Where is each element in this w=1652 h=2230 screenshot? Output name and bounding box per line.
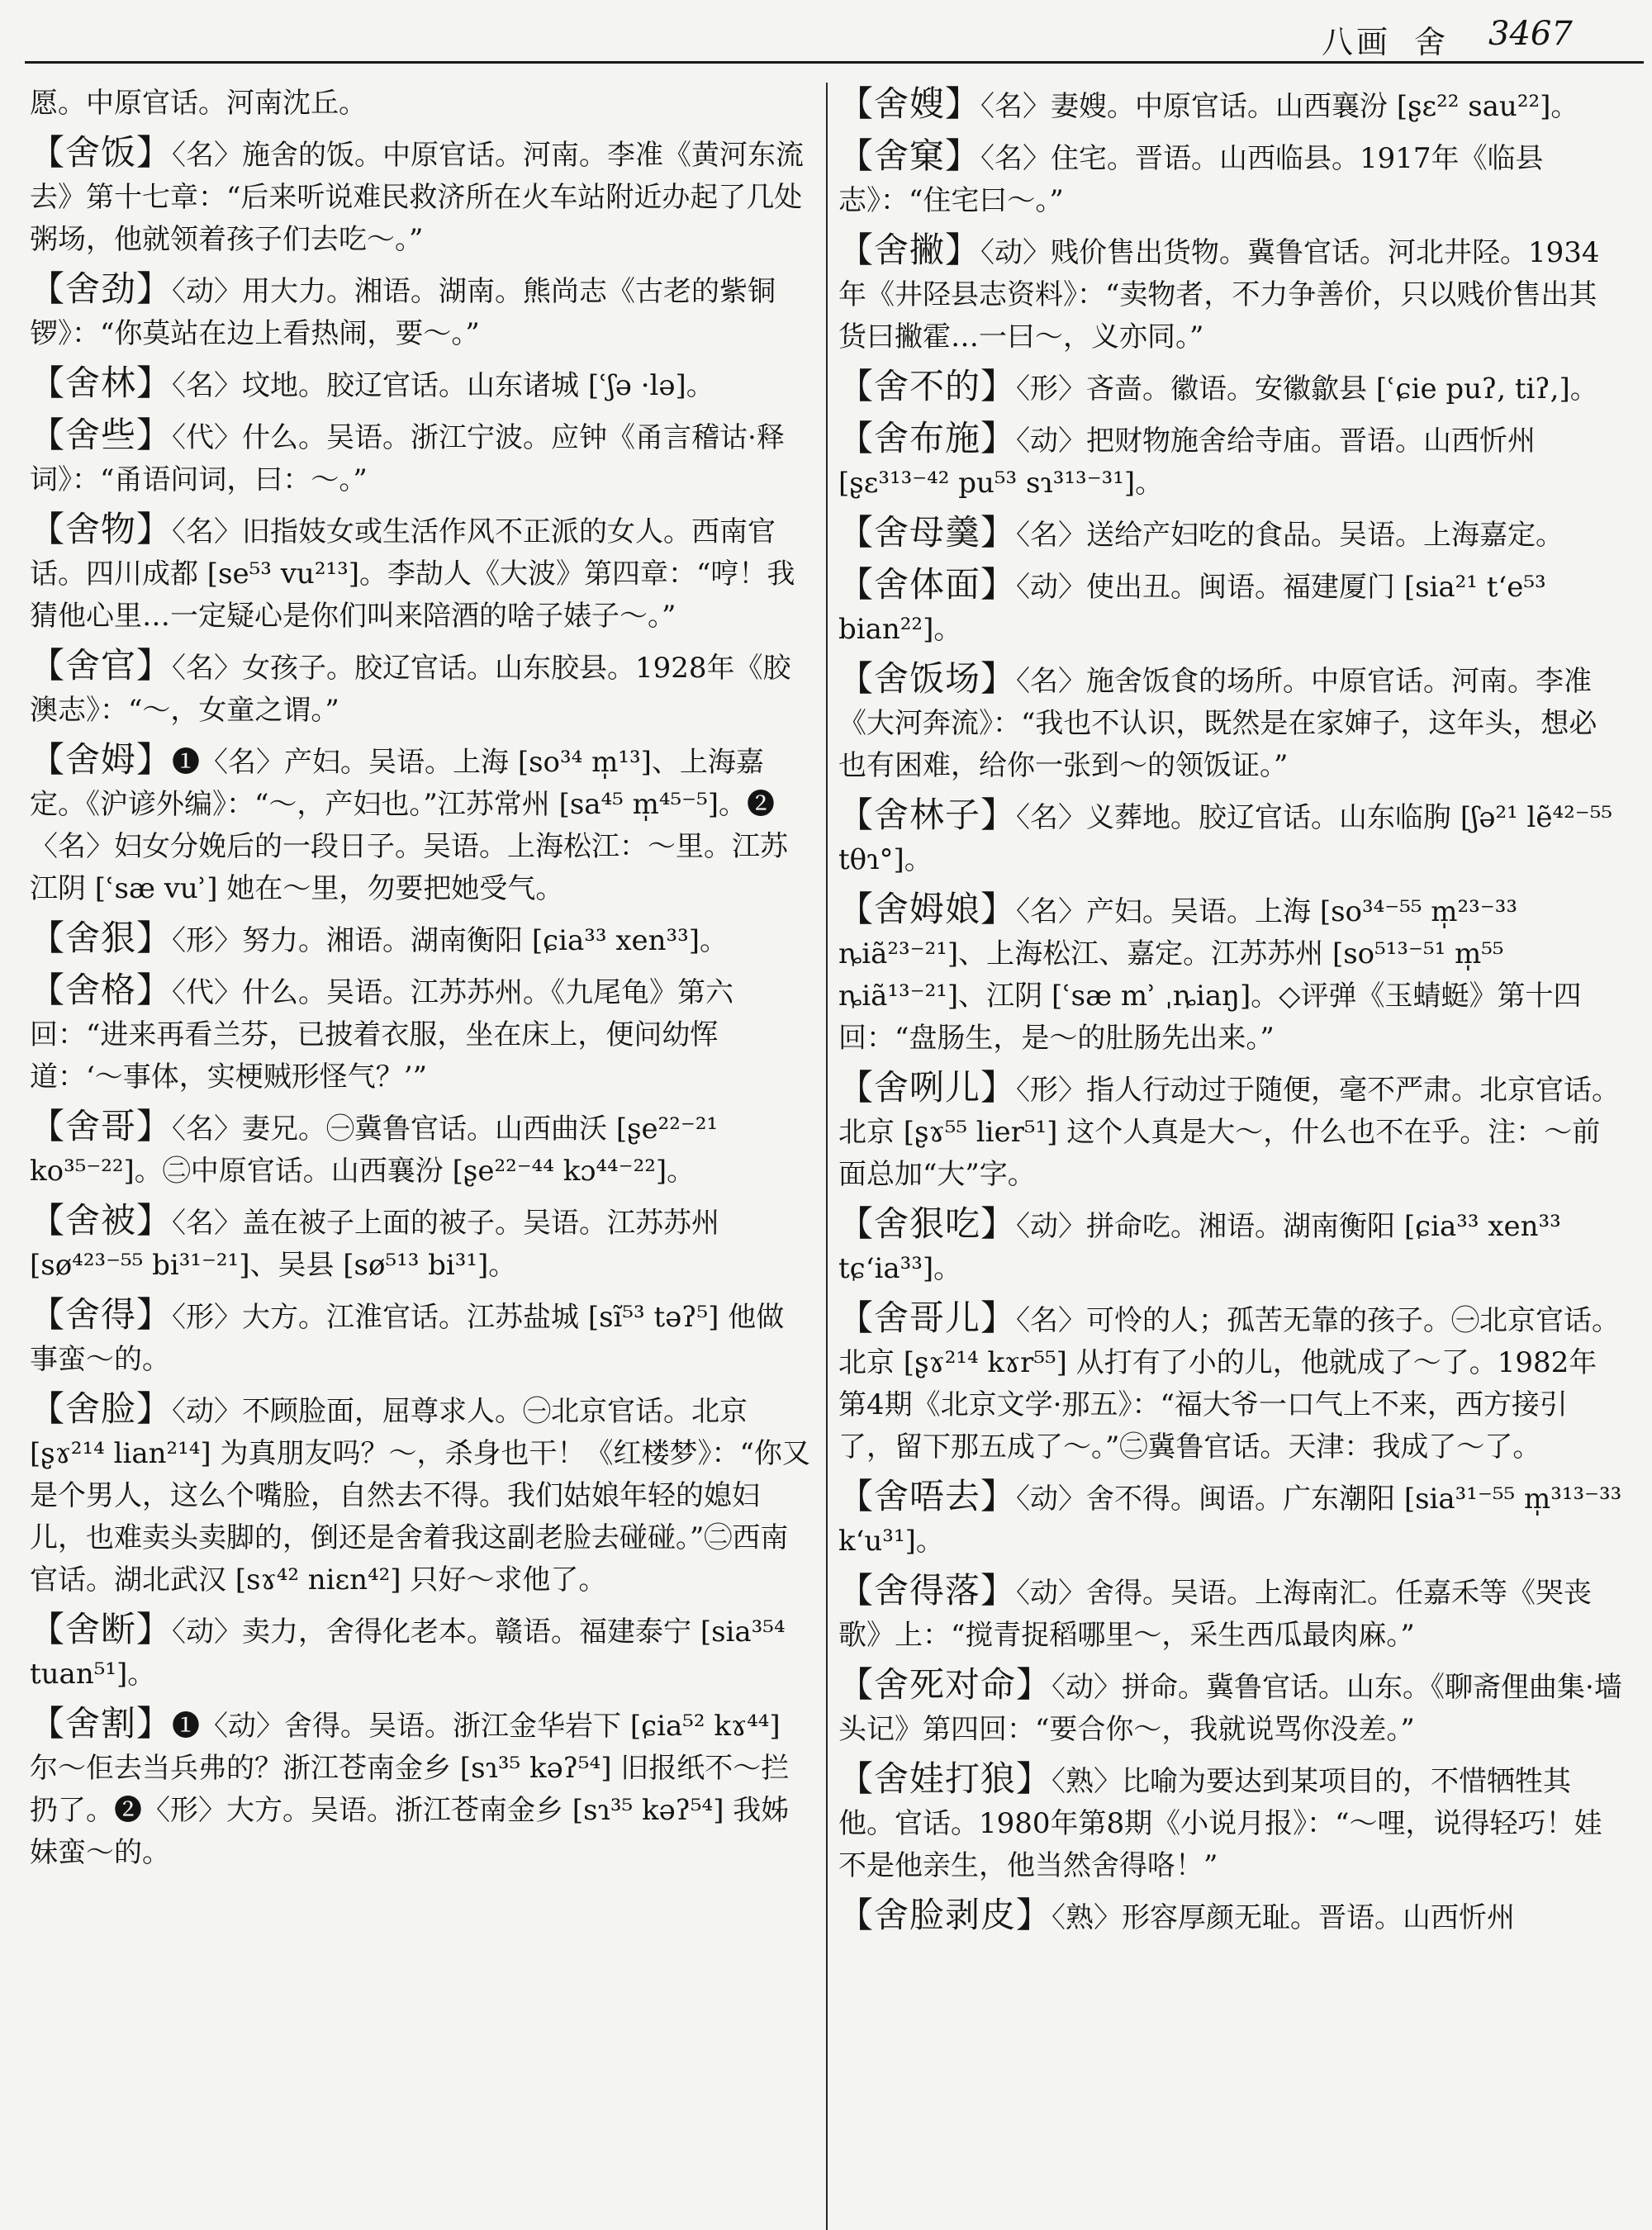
- dictionary-entry: [30, 414, 810, 501]
- definition: 〈名〉可怜的人；孤苦无靠的孩子。㊀北京官话。北京 [ʂɤ²¹⁴ kɤr⁵⁵] 从打有了小的儿，他就成了～了。1982年第4期《北京文学·那五》：“福大爷一口气上不来，西方接引了，留下那五成了～。”㊁冀鲁官话。天津：我成了～了。: [838, 1304, 1621, 1464]
- headword: 【舍得落】: [838, 1570, 1017, 1611]
- definition: 〈动〉拼命吃。湘语。湖南衡阳 [ɕia³³ xen³³ tɕʻia³³]。: [838, 1210, 1561, 1285]
- headword: 【舍格】: [30, 970, 173, 1010]
- headword: 【舍嫂】: [838, 83, 981, 124]
- dictionary-entry: [838, 1894, 1623, 1939]
- left-entry-list: [30, 131, 810, 1874]
- dictionary-entry: [838, 1297, 1623, 1468]
- dictionary-entry: [838, 1569, 1623, 1657]
- dictionary-entry: [838, 563, 1623, 651]
- dictionary-entry: [838, 135, 1623, 222]
- headword: 【舍割】: [30, 1703, 173, 1744]
- headword: 【舍饭场】: [838, 658, 1017, 699]
- headword: 【舍布施】: [838, 418, 1017, 458]
- headword: 【舍官】: [30, 645, 173, 686]
- definition: 〈动〉舍得。吴语。上海南汇。任嘉禾等《哭丧歌》上：“搅青捉稻哪里～，采生西瓜最肉麻。”: [838, 1577, 1593, 1652]
- dictionary-entry: [838, 1663, 1623, 1751]
- dictionary-entry: [838, 229, 1623, 358]
- headword: 【舍物】: [30, 509, 173, 549]
- headword: 【舍哥】: [30, 1106, 173, 1146]
- headword: 【舍哥儿】: [838, 1298, 1017, 1338]
- dictionary-entry: [30, 1388, 810, 1601]
- definition: 〈名〉坟地。胶辽官话。山东诸城 [ʿʃə ·lə]。: [172, 369, 714, 402]
- continuation-text: 愿。中原官话。河南沈丘。: [30, 87, 367, 120]
- definition: ❶〈动〉舍得。吴语。浙江金华岩下 [ɕia⁵² kɤ⁴⁴] 尔～佢去当兵弗的？浙江苍南金乡 [sɿ³⁵ kəʔ⁵⁴] 旧报纸不～拦扔了。❷〈形〉大方。吴语。浙江苍南金乡 [sɿ³⁵ kəʔ⁵⁴] 我姊妹蛮～的。: [30, 1710, 790, 1869]
- page-header: [0, 0, 1652, 71]
- headword: 【舍脸剥皮】: [838, 1895, 1052, 1935]
- left-column: [30, 83, 810, 1881]
- headword: 【舍得】: [30, 1294, 173, 1335]
- headword: 【舍劲】: [30, 268, 173, 309]
- definition: 〈名〉产妇。吴语。上海 [so³⁴⁻⁵⁵ m̩²³⁻³³ ȵiã²³⁻²¹]、上海松江、嘉定。江苏苏州 [so⁵¹³⁻⁵¹ m̩⁵⁵ ȵiã¹³⁻²¹]、江阴 [ʿsæ mʾ ˌȵiaŋ]。◇评弹《玉蜻蜓》第十四回：“盘肠生，是～的肚肠先出来。”: [838, 895, 1582, 1055]
- headword: 【舍娃打狼】: [838, 1758, 1052, 1799]
- definition: 〈动〉舍不得。闽语。广东潮阳 [sia³¹⁻⁵⁵ m̩³¹³⁻³³ kʻu³¹]。: [838, 1483, 1622, 1558]
- headword: 【舍狠】: [30, 918, 173, 958]
- dictionary-entry: [838, 365, 1623, 410]
- headword: 【舍狠吃】: [838, 1203, 1017, 1244]
- headword: 【舍姆】: [30, 739, 173, 780]
- dictionary-entry: [838, 511, 1623, 557]
- definition: 〈动〉卖力，舍得化老本。赣语。福建泰宁 [sia³⁵⁴ tuan⁵¹]。: [30, 1616, 786, 1691]
- headword: 【舍唔去】: [838, 1476, 1017, 1516]
- dictionary-entry: [838, 1758, 1623, 1887]
- definition: 〈动〉不顾脸面，屈尊求人。㊀北京官话。北京 [ʂɤ²¹⁴ lian²¹⁴] 为真朋友吗？～，杀身也干！《红楼梦》：“你又是个男人，这么个嘴脸，自然去不得。我们姑娘年轻的媳妇儿，也难卖头卖脚的，倒还是舍着我这副老脸去碰碰。”㊁西南官话。湖北武汉 [sɤ⁴² niɛn⁴²] 只好～求他了。: [30, 1395, 810, 1597]
- definition: 〈名〉妻嫂。中原官话。山西襄汾 [ʂɛ²² sau²²]。: [980, 90, 1579, 123]
- definition: 〈动〉拼命。冀鲁官话。山东。《聊斋俚曲集·墙头记》第四回：“要合你～，我就说骂你没差。”: [838, 1671, 1622, 1746]
- dictionary-entry: [30, 131, 810, 261]
- definition: 〈名〉妻兄。㊀冀鲁官话。山西曲沃 [ʂe²²⁻²¹ ko³⁵⁻²²]。㊁中原官话。山西襄汾 [ʂe²²⁻⁴⁴ kɔ⁴⁴⁻²²]。: [30, 1113, 719, 1188]
- dictionary-entry: [30, 738, 810, 910]
- dictionary-entry: [838, 1475, 1623, 1563]
- headword: 【舍撇】: [838, 230, 981, 270]
- definition: ❶〈名〉产妇。吴语。上海 [so³⁴ m̩¹³]、上海嘉定。《沪谚外编》：“～，产妇也。”江苏常州 [sa⁴⁵ m̩⁴⁵⁻⁵]。❷〈名〉妇女分娩后的一段日子。吴语。上海松江：～里。江苏江阴 [ʿsæ vuʾ] 她在～里，勿要把她受气。: [30, 746, 788, 905]
- section-character: 舍: [1414, 24, 1446, 60]
- definition: 〈名〉女孩子。胶辽官话。山东胶县。1928年《胶澳志》：“～，女童之谓。”: [30, 652, 791, 727]
- headword: 【舍死对命】: [838, 1664, 1052, 1705]
- definition: 〈动〉用大力。湘语。湖南。熊尚志《古老的紫铜锣》：“你莫站在边上看热闹，要～。”: [30, 275, 776, 350]
- dictionary-entry: [30, 268, 810, 355]
- definition: 〈动〉使出丑。闽语。福建厦门 [sia²¹ tʻe⁵³ bian²²]。: [838, 571, 1546, 646]
- dictionary-entry: [30, 1293, 810, 1381]
- dictionary-entry: [30, 1702, 810, 1874]
- definition: 〈名〉送给产妇吃的食品。吴语。上海嘉定。: [1016, 519, 1564, 552]
- definition: 〈名〉施舍饭食的场所。中原官话。河南。李准《大河奔流》：“我也不认识，既然是在家婶子，这年头，想必也有困难，给你一张到～的领饭证。”: [838, 665, 1597, 782]
- headword: 【舍被】: [30, 1200, 173, 1241]
- page-number: 3467: [1488, 15, 1573, 53]
- dictionary-entry: [30, 1199, 810, 1287]
- dictionary-entry: [30, 1105, 810, 1193]
- definition: 〈名〉施舍的饭。中原官话。河南。李准《黄河东流去》第十七章：“后来听说难民救济所在火车站附近办起了几处粥场，他就领着孩子们去吃～。”: [30, 139, 805, 256]
- dictionary-entry: [838, 1203, 1623, 1290]
- header-rule: [25, 61, 1644, 64]
- right-column: [838, 83, 1623, 1946]
- dictionary-entry: [838, 794, 1623, 881]
- definition: 〈名〉义葬地。胶辽官话。山东临朐 [ʃə²¹ lẽ⁴²⁻⁵⁵ tθɿ°]。: [838, 801, 1612, 876]
- dictionary-entry: [30, 362, 810, 407]
- column-divider: [826, 83, 828, 2230]
- definition: 〈熟〉比喻为要达到某项目的，不惜牺牲其他。官话。1980年第8期《小说月报》：“～哩，说得轻巧！娃不是他亲生，他当然舍得咯！”: [838, 1765, 1602, 1882]
- definition: 〈代〉什么。吴语。浙江宁波。应钟《甬言稽诂·释词》：“甬语问词，曰：～。”: [30, 421, 785, 496]
- definition: 〈动〉把财物施舍给寺庙。晋语。山西忻州 [ʂɛ³¹³⁻⁴² pu⁵³ sɿ³¹³⁻³¹]。: [838, 425, 1536, 500]
- definition: 〈形〉吝啬。徽语。安徽歙县 [ʿɕie puʔ, tiʔ,]。: [1016, 372, 1598, 406]
- dictionary-entry: [838, 417, 1623, 505]
- definition: 〈名〉盖在被子上面的被子。吴语。江苏苏州 [sø⁴²³⁻⁵⁵ bi³¹⁻²¹]、吴县 [sø⁵¹³ bi³¹]。: [30, 1207, 720, 1282]
- headword: 【舍脸】: [30, 1388, 173, 1429]
- section-label: 八画: [1322, 24, 1392, 60]
- definition: 〈名〉旧指妓女或生活作风不正派的女人。西南官话。四川成都 [se⁵³ vu²¹³]。李劼人《大波》第四章：“哼！我猜他心里…一定疑心是你们叫来陪酒的啥子婊子～。”: [30, 515, 795, 633]
- dictionary-entry: [838, 83, 1623, 128]
- right-entry-list: [838, 83, 1623, 1939]
- definition: 〈形〉指人行动过于随便，毫不严肃。北京官话。北京 [ʂɤ⁵⁵ lier⁵¹] 这个人真是大～，什么也不在乎。注：～前面总加“大”字。: [838, 1074, 1621, 1191]
- dictionary-entry: [838, 1066, 1623, 1196]
- headword: 【舍体面】: [838, 564, 1017, 605]
- dictionary-entry: [30, 508, 810, 638]
- definition: 〈代〉什么。吴语。江苏苏州。《九尾龟》第六回：“进来再看兰芬，已披着衣服，坐在床上，便问幼恽道：‘～事体，实梗贼形怪气？’”: [30, 976, 734, 1094]
- dictionary-entry: [838, 888, 1623, 1060]
- definition: 〈动〉贱价售出货物。冀鲁官话。河北井陉。1934年《井陉县志资料》：“卖物者，不力争善价，只以贱价售出其货曰撇霍…一曰～，义亦同。”: [838, 236, 1600, 353]
- headword: 【舍母羹】: [838, 512, 1017, 553]
- definition: 〈形〉大方。江淮官话。江苏盐城 [sĩ⁵³ təʔ⁵] 他做事蛮～的。: [30, 1301, 785, 1376]
- headword: 【舍窠】: [838, 135, 981, 176]
- headword: 【舍些】: [30, 415, 173, 455]
- dictionary-entry: [30, 917, 810, 962]
- headword: 【舍林子】: [838, 795, 1017, 835]
- headword: 【舍姆娘】: [838, 889, 1017, 929]
- headword: 【舍饭】: [30, 132, 173, 173]
- dictionary-entry: [838, 657, 1623, 787]
- headword: 【舍断】: [30, 1609, 173, 1649]
- headword: 【舍林】: [30, 363, 173, 403]
- definition: 〈形〉努力。湘语。湖南衡阳 [ɕia³³ xen³³]。: [172, 924, 729, 957]
- definition: 〈名〉住宅。晋语。山西临县。1917年《临县志》：“住宅曰～。”: [838, 142, 1544, 217]
- headword: 【舍不的】: [838, 366, 1017, 406]
- definition: 〈熟〉形容厚颜无耻。晋语。山西忻州: [1051, 1901, 1516, 1934]
- dictionary-entry: [30, 644, 810, 732]
- dictionary-entry: [30, 969, 810, 1098]
- dictionary-entry: [30, 1608, 810, 1696]
- headword: 【舍咧儿】: [838, 1067, 1017, 1108]
